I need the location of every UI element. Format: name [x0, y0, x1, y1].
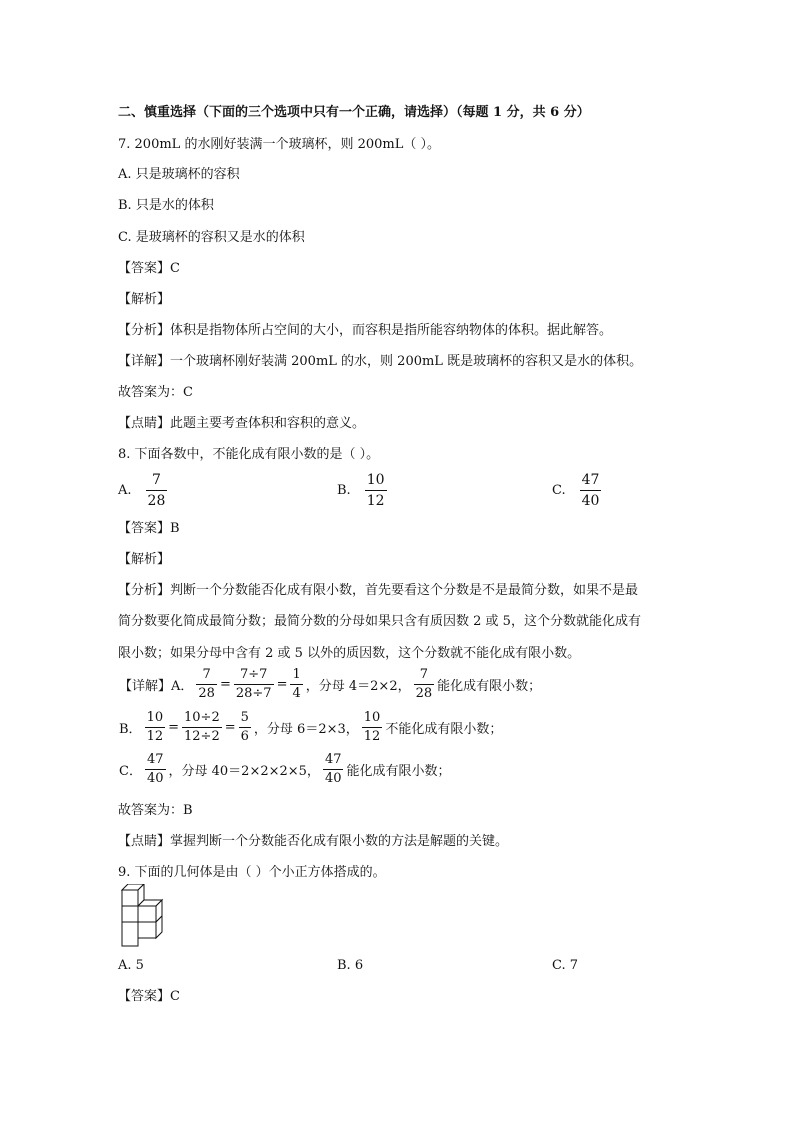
q7-fenxi: 【分析】体积是指物体所占空间的大小，而容积是指所能容纳物体的体积。据此解答。 — [118, 323, 613, 338]
fraction — [362, 711, 383, 744]
fraction-numerator: 10÷2 — [184, 710, 220, 725]
fraction-numerator: 7 — [202, 667, 211, 682]
fraction — [145, 711, 166, 744]
q7-xiangjie: 【详解】一个玻璃杯刚好装满 200mL 的水，则 200mL 既是玻璃杯的容积又是水的体积。 — [118, 354, 643, 369]
q8-detail-c — [118, 753, 452, 786]
q8-final-answer: 故答案为：B — [118, 803, 193, 818]
q8-option-a-fraction — [146, 472, 168, 509]
q8-option-a-label: A. — [118, 482, 132, 498]
q8-stem: 8. 下面各数中，不能化成有限小数的是（ ）。 — [118, 447, 380, 462]
q8-analysis-title: 【解析】 — [118, 552, 171, 567]
q7-stem: 7. 200mL 的水刚好装满一个玻璃杯，则 200mL（ ）。 — [118, 137, 440, 152]
equals-sign: = — [219, 677, 231, 692]
fraction — [290, 668, 302, 701]
q7-final-answer: 故答案为：C — [118, 385, 193, 400]
q9-answer: 【答案】C — [118, 989, 180, 1004]
fraction-denominator: 12÷2 — [184, 729, 220, 744]
q8-fenxi-line-1: 【分析】判断一个分数能否化成有限小数，首先要看这个分数是不是最简分数，如果不是最 — [118, 583, 639, 598]
q7-answer: 【答案】C — [118, 261, 180, 276]
fraction-numerator: 10 — [366, 472, 385, 488]
fraction-numerator: 47 — [581, 472, 600, 488]
q9-option-b: B. 6 — [337, 958, 364, 973]
q9-stem: 9. 下面的几何体是由（ ）个小正方体搭成的。 — [118, 865, 386, 880]
detail-tail: 能化成有限小数； — [437, 679, 542, 694]
q8-option-c-fraction — [580, 472, 602, 509]
detail-mid: ，分母 40＝2×2×2×5， — [168, 764, 320, 779]
q8-detail-a — [118, 668, 542, 701]
cube-front-face — [122, 922, 138, 946]
fraction-denominator: 28 — [198, 686, 215, 701]
q8-dianjing: 【点睛】掌握判断一个分数能否化成有限小数的方法是解题的关键。 — [118, 834, 509, 849]
cube-front-face — [122, 890, 138, 906]
q8-detail-b — [118, 711, 503, 744]
q8-option-c — [552, 472, 603, 509]
fraction-numerator: 7 — [419, 667, 428, 682]
detail-prefix: B． — [119, 722, 142, 737]
q9-option-c: C. 7 — [552, 958, 579, 973]
fraction-denominator: 40 — [146, 771, 164, 786]
q8-answer: 【答案】B — [118, 521, 180, 536]
q8-fenxi-line-2: 简分数要化简成最简分数；最简分数的分母如果只含有质因数 2 或 5，这个分数就能化成有 — [118, 614, 641, 629]
q7-dianjing: 【点睛】此题主要考查体积和容积的意义。 — [118, 416, 366, 431]
fraction-numerator: 5 — [240, 710, 249, 725]
detail-tail: 不能化成有限小数； — [385, 722, 503, 737]
q7-option-a: A. 只是玻璃杯的容积 — [118, 167, 240, 182]
fraction-denominator: 40 — [580, 490, 602, 509]
fraction-denominator: 12 — [363, 729, 381, 744]
q8-option-b-fraction — [365, 472, 387, 509]
fraction — [182, 711, 222, 744]
cube-front-face — [138, 922, 156, 938]
detail-prefix: 【详解】A． — [119, 679, 194, 694]
cube-front-face — [122, 906, 138, 922]
q8-option-a — [118, 472, 169, 509]
section-heading: 二、慎重选择（下面的三个选项中只有一个正确，请选择）（每题 1 分，共 6 分） — [118, 105, 590, 120]
fraction-denominator: 40 — [324, 771, 342, 786]
fraction — [414, 668, 435, 701]
fraction-numerator: 7 — [151, 472, 161, 488]
fraction — [323, 753, 344, 786]
fraction-numerator: 1 — [292, 667, 301, 682]
q7-analysis-title: 【解析】 — [118, 292, 171, 307]
fraction-numerator: 7÷7 — [239, 667, 268, 682]
detail-tail: 能化成有限小数； — [346, 764, 451, 779]
q8-option-b-label: B. — [337, 482, 351, 498]
fraction — [234, 668, 274, 701]
fraction-denominator: 4 — [292, 686, 301, 701]
fraction — [239, 711, 251, 744]
fraction-numerator: 47 — [146, 752, 164, 767]
detail-mid: ，分母 4＝2×2， — [305, 679, 411, 694]
fraction — [196, 668, 217, 701]
fraction-denominator: 12 — [365, 490, 387, 509]
equals-sign: = — [224, 720, 236, 735]
detail-prefix: C． — [119, 764, 142, 779]
equals-sign: = — [168, 720, 180, 735]
cube-stack-figure — [118, 884, 170, 948]
q7-option-b: B. 只是水的体积 — [118, 198, 214, 213]
equals-sign: = — [276, 677, 288, 692]
fraction-denominator: 28 — [146, 490, 168, 509]
detail-mid: ，分母 6＝2×3， — [253, 722, 359, 737]
fraction-denominator: 28 — [415, 686, 433, 701]
fraction-denominator: 12 — [146, 729, 164, 744]
fraction-numerator: 10 — [146, 710, 164, 725]
fraction-numerator: 10 — [363, 710, 381, 725]
cube-front-face — [138, 906, 156, 922]
q8-fenxi-line-3: 限小数；如果分母中含有 2 或 5 以外的质因数，这个分数就不能化成有限小数。 — [118, 646, 581, 661]
fraction-numerator: 47 — [324, 752, 342, 767]
fraction-denominator: 6 — [240, 729, 249, 744]
q8-option-c-label: C. — [552, 482, 566, 498]
q8-option-b — [337, 472, 389, 509]
fraction-denominator: 28÷7 — [235, 686, 272, 701]
q7-option-c: C. 是玻璃杯的容积又是水的体积 — [118, 230, 305, 245]
q9-option-a: A. 5 — [118, 958, 144, 973]
fraction — [145, 753, 166, 786]
